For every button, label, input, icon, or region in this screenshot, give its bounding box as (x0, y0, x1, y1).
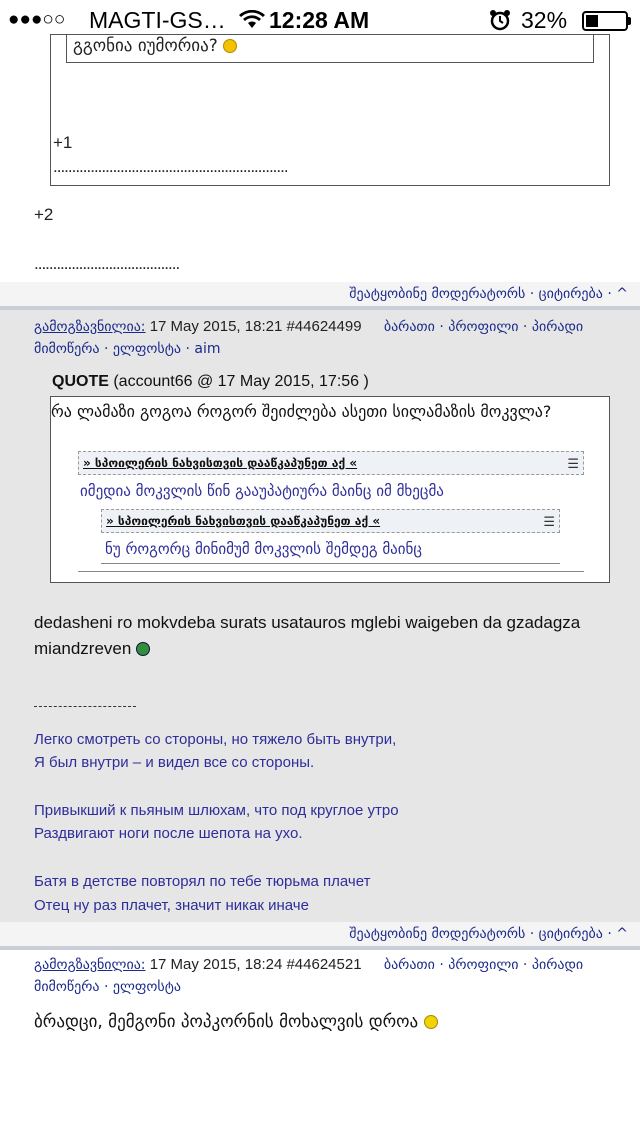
post-body (34, 610, 634, 662)
nested-quote (66, 35, 594, 63)
wifi-icon (239, 9, 265, 36)
smiley-icon (136, 642, 150, 656)
spoiler-underline (78, 571, 584, 572)
spoiler-content: იმედია მოკვლის წინ გააუპატიურა მაინც იმ მხეცმა (80, 482, 444, 500)
profile-link[interactable]: პროფილი (448, 957, 519, 973)
nested-quote-text: გგონია იუმორია? (73, 36, 218, 56)
post-date: 17 May 2015, 18:24 (145, 956, 287, 973)
signature-line: Я был внутри – и видел все со стороны. (34, 754, 315, 771)
private-message-link[interactable]: პირადი მიმოწერა (34, 957, 584, 995)
signature-separator (34, 706, 136, 707)
separator: · (607, 926, 617, 942)
post-actions (0, 922, 640, 946)
report-moderator-link[interactable]: შეატყობინე მოდერატორს (349, 926, 526, 942)
battery-percent: 32% (521, 7, 568, 33)
quote-box (50, 396, 610, 583)
spoiler-label: » სპოილერის ნახვისთვის დააწკაპუნეთ აქ « (106, 514, 381, 528)
separator: · (607, 286, 617, 302)
spoiler-toggle[interactable] (101, 509, 560, 533)
spoiler-icon: ☰ (543, 515, 555, 530)
quote-text: რა ლამაზი გოგოა როგორ შეიძლება ასეთი სილამაზის მოკვლა? (51, 402, 552, 421)
post-header: გამოგზავნილია: 17 May 2015, 18:24 #44624521 ბარათი · პროფილი · პირადი მიმოწერა · ელფოსტა (34, 956, 584, 995)
post-header: გამოგზავნილია: 17 May 2015, 18:21 #44624499 ბარათი · პროფილი · პირადი მიმოწერა · ელფოსტა · aim (34, 318, 584, 357)
scroll-up-link[interactable]: ^ (616, 926, 628, 942)
email-link[interactable]: ელფოსტა (112, 979, 182, 995)
smiley-icon (424, 1015, 438, 1029)
signature-line: Привыкший к пьяным шлюхам, что под круглое утро (34, 802, 399, 819)
signal-strength: ●●●○○ (8, 9, 66, 30)
signature-line: Легко смотреть со стороны, но тяжело быть внутри, (34, 731, 397, 748)
spoiler-label: » სპოილერის ნახვისთვის დააწკაპუნეთ აქ « (83, 456, 358, 470)
post-text: ............................................................... (53, 157, 288, 176)
post (0, 310, 640, 922)
email-link[interactable]: ელფოსტა (112, 341, 182, 357)
quote-header (52, 373, 369, 391)
post-author-link[interactable]: გამოგზავნილია: (34, 957, 146, 973)
separator: · (529, 926, 539, 942)
post-text: +1 (53, 133, 73, 152)
private-message-link[interactable]: პირადი მიმოწერა (34, 319, 584, 357)
post-previous (0, 36, 640, 280)
post-actions (0, 282, 640, 306)
card-link[interactable]: ბარათი (383, 319, 435, 335)
quote-link[interactable]: ციტირება (538, 926, 603, 942)
post-date: 17 May 2015, 18:21 (145, 318, 287, 335)
alarm-clock-icon (489, 9, 511, 37)
spoiler-icon: ☰ (567, 457, 579, 472)
scroll-up-link[interactable]: ^ (616, 286, 628, 302)
post-number[interactable]: #44624521 (286, 956, 362, 973)
post-text: +2 (34, 205, 54, 224)
signature-line: Батя в детстве повторял по тебе тюрьма плачет (34, 873, 371, 890)
quote-meta: (account66 @ 17 May 2015, 17:56 ) (108, 373, 369, 390)
post-number[interactable]: #44624499 (286, 318, 362, 335)
quote-label: QUOTE (52, 373, 109, 390)
post-text: ....................................... (34, 254, 180, 273)
signature-line: Отец ну раз плачет, значит никак иначе (34, 897, 309, 914)
battery-nub (628, 17, 631, 25)
spoiler-toggle[interactable] (78, 451, 584, 475)
battery-level (586, 15, 598, 27)
spoiler-content: ნუ როგორც მინიმუმ მოკვლის შემდეგ მაინც (105, 540, 422, 558)
post (0, 950, 640, 1136)
post-body-text: ბრადცი, მემგონი პოპკორნის მოხალვის დროა (34, 1012, 419, 1032)
quote-link[interactable]: ციტირება (538, 286, 603, 302)
profile-link[interactable]: პროფილი (448, 319, 519, 335)
signature-line: Раздвигают ноги после шепота на ухо. (34, 825, 303, 842)
card-link[interactable]: ბარათი (383, 957, 435, 973)
clock: 12:28 AM (269, 7, 370, 33)
smiley-icon (223, 39, 237, 53)
battery-icon (582, 11, 628, 31)
carrier-name: MAGTI-GS… (89, 7, 226, 33)
spoiler-underline (101, 563, 560, 564)
separator: · (529, 286, 539, 302)
quote-box (50, 34, 610, 186)
report-moderator-link[interactable]: შეატყობინე მოდერატორს (349, 286, 526, 302)
aim-link[interactable]: aim (194, 341, 221, 357)
post-body (34, 1012, 438, 1032)
post-author-link[interactable]: გამოგზავნილია: (34, 319, 146, 335)
post-body-text: dedasheni ro mokvdeba surats usatauros mglebi waigeben da gzadagza miandzreven (34, 613, 581, 658)
